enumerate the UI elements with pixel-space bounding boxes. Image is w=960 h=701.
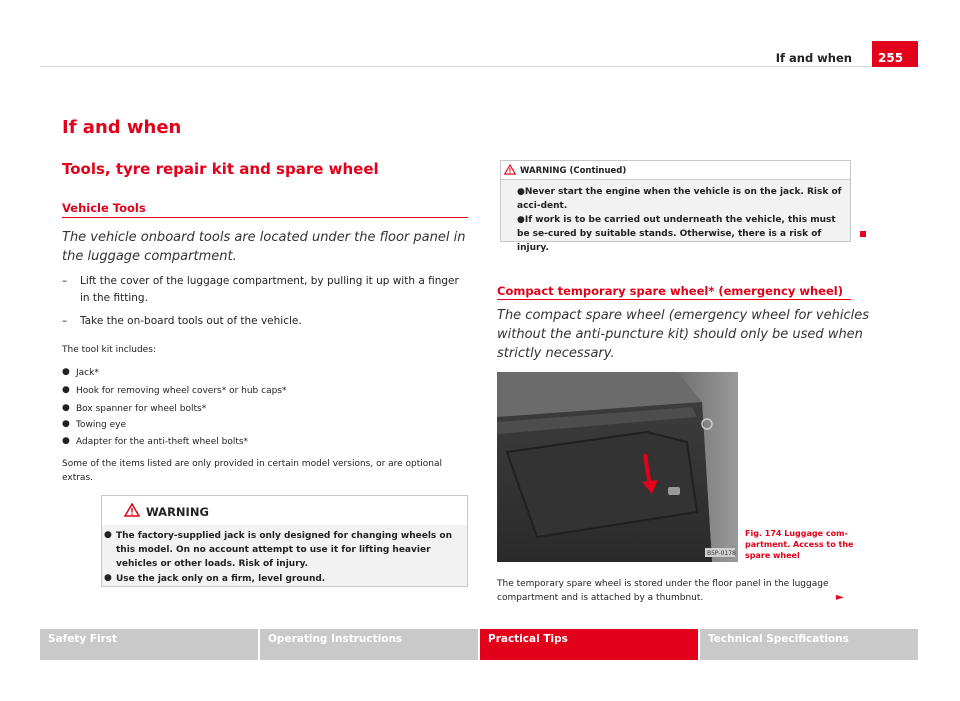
step-text: Take the on-board tools out of the vehicle. (80, 315, 302, 327)
list-item-text: Towing eye (76, 420, 127, 430)
continue-arrow-icon: ► (836, 592, 844, 603)
page-number: 255 (872, 41, 918, 67)
section-rule (62, 217, 468, 218)
warning-item-text: Never start the engine when the vehicle is on the jack. Risk of acci-dent. (517, 187, 842, 211)
warning-triangle-icon (124, 503, 140, 517)
warning-item (104, 572, 466, 586)
list-item (62, 437, 248, 447)
tab-practical-tips[interactable]: Practical Tips (480, 629, 698, 660)
list-item (62, 368, 99, 378)
section-title-vehicle-tools: Vehicle Tools (62, 201, 146, 215)
warning-item (104, 529, 466, 571)
section-intro: The compact spare wheel (emergency wheel for vehicles without the anti-puncture kit) should only be used when strictly necessary. (497, 308, 869, 361)
list-item (62, 404, 206, 414)
section-title-spare-wheel: Compact temporary spare wheel* (emergency wheel) (497, 284, 843, 298)
bullet-icon: ● (62, 403, 70, 413)
step-item (62, 313, 468, 330)
list-item-text: Hook for removing wheel covers* or hub caps* (76, 386, 287, 396)
bullet-icon: ● (62, 385, 70, 395)
tab-technical-specifications[interactable]: Technical Specifications (700, 629, 918, 660)
list-item (62, 420, 126, 430)
figure-caption: Fig. 174 Luggage com-partment. Access to the spare wheel (745, 529, 854, 560)
bullet-icon: ● (517, 187, 525, 197)
list-item (62, 386, 287, 396)
warning-continued-title: WARNING (Continued) (520, 166, 627, 176)
luggage-compartment-photo (497, 372, 738, 562)
list-item-text: Adapter for the anti-theft wheel bolts* (76, 437, 249, 447)
bullet-icon: ● (104, 573, 112, 583)
chapter-subtitle: Tools, tyre repair kit and spare wheel (62, 160, 379, 178)
warning-item-text: If work is to be carried out underneath the vehicle, this must be se-cured by suitable stands. Otherwise, there is a risk of injury. (517, 215, 836, 253)
tab-safety-first[interactable]: Safety First (40, 629, 258, 660)
warning-title: WARNING (146, 505, 209, 519)
warning-item-text: Use the jack only on a firm, level ground. (116, 574, 326, 584)
step-item (62, 273, 468, 307)
section-rule (497, 299, 851, 300)
page-title: If and when (62, 117, 182, 138)
warning-item-text: The factory-supplied jack is only designed for changing wheels on this model. On no account attempt to use it for lifting heavier vehicles or other loads. Risk of injury. (116, 531, 453, 569)
header-rule (40, 66, 918, 67)
bullet-icon: ● (517, 215, 525, 225)
figure-code: B5P-0178 (707, 550, 736, 557)
list-item-text: Box spanner for wheel bolts* (76, 404, 207, 414)
bullet-icon: ● (62, 367, 70, 377)
section-intro: The vehicle onboard tools are located under the floor panel in the luggage compartment. (62, 230, 466, 264)
dash-marker: – (62, 275, 68, 287)
warning-item (505, 213, 847, 255)
step-text: Lift the cover of the luggage compartment, by pulling it up with a finger in the fitting. (80, 275, 459, 304)
kit-label: The tool kit includes: (62, 345, 156, 355)
optional-extras-note: Some of the items listed are only provided in certain model versions, or are optional extras. (62, 459, 443, 483)
bullet-icon: ● (62, 436, 70, 446)
warning-item (505, 185, 847, 213)
bullet-icon: ● (62, 419, 70, 429)
footer-nav (40, 629, 918, 660)
warning-triangle-icon (504, 164, 516, 175)
dash-marker: – (62, 315, 68, 327)
tab-operating-instructions[interactable]: Operating Instructions (260, 629, 478, 660)
running-header-title: If and when (775, 51, 852, 65)
luggage-compartment-illustration (497, 372, 738, 562)
bullet-icon: ● (104, 530, 112, 540)
list-item-text: Jack* (76, 368, 99, 378)
section-end-marker (860, 231, 866, 237)
spare-wheel-text: The temporary spare wheel is stored under the floor panel in the luggage compartment and is attached by a thumbnut. (497, 579, 829, 603)
